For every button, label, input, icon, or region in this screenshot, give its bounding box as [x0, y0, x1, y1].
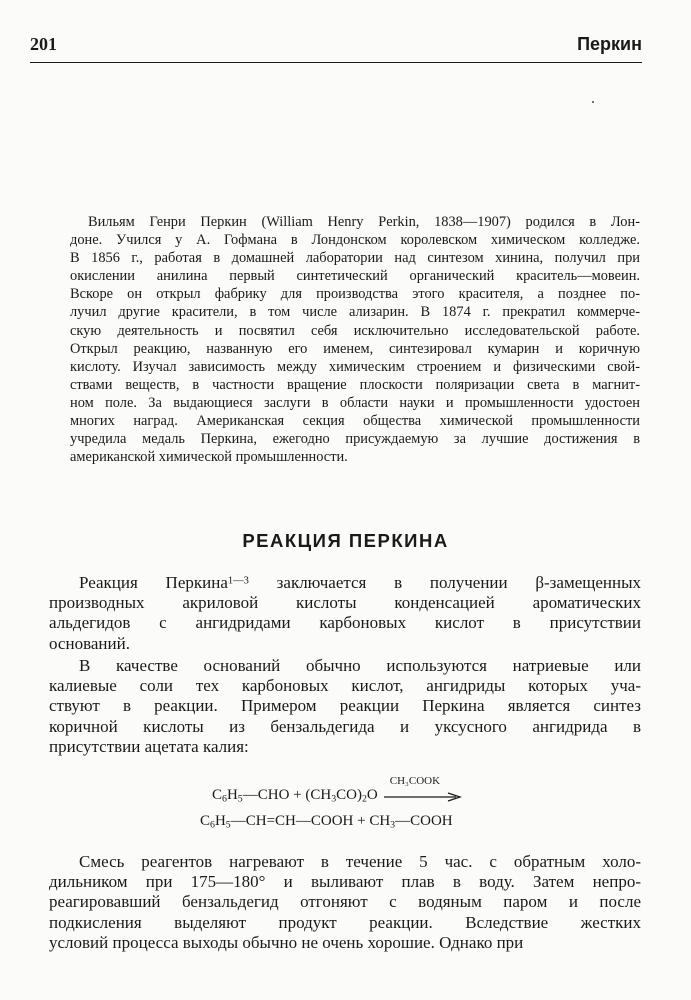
formula-subscript: 6 [222, 793, 227, 805]
header-rule [30, 62, 642, 63]
paragraph-line: коричной кислоты из бензальдегида и уксусного ангидрида в [49, 716, 641, 736]
paragraph-procedure [49, 852, 641, 953]
formula-subscript: 3 [331, 793, 337, 805]
reaction-equation [190, 773, 510, 837]
biography-line: Вскоре он открыл фабрику для производства этого красителя, а позднее по- [70, 286, 640, 303]
paragraph-line: условий процесса выходы обычно не очень хорошие. Однако при [49, 932, 524, 952]
formula-subscript: 5 [225, 819, 231, 831]
paragraph-line: подкисления выделяют продукт реакции. Вследствие жестких [49, 912, 641, 932]
biography-line: американской химической промышленности. [70, 449, 348, 466]
formula-subscript: 2 [361, 793, 367, 805]
formula-text: H [226, 787, 238, 803]
biography-line: В 1856 г., работая в домашней лаборатории над синтезом хинина, получил при [70, 250, 640, 267]
formula-subscript: 6 [210, 819, 215, 831]
formula-text: C [200, 813, 211, 829]
formula-text: O [366, 787, 378, 803]
biography-line: ствами веществ, в частности вращение плоскости поляризации света в магнит- [70, 376, 640, 393]
paragraph-bases [49, 656, 641, 757]
biography-line: лучил другие красители, в том числе ализарин. В 1874 г. прекратил коммерче- [70, 304, 640, 321]
paragraph-line: альдегидов с ангидридами карбоновых кислот в присутствии [49, 613, 641, 633]
biography-line: скую деятельность и посвятил себя исключительно исследовательской работе. [70, 322, 640, 339]
paragraph-line: производных акриловой кислоты конденсацией ароматических [49, 593, 641, 613]
reaction-name: Реакция Перкина [79, 573, 228, 592]
biography-line: кислоту. Изучал зависимость между химическим строением и физическими свой- [70, 358, 640, 375]
arrow-icon [384, 792, 462, 802]
paragraph-definition [49, 573, 641, 654]
biography-line: учредила медаль Перкина, ежегодно присуждаемую за лучшие достижения в [70, 431, 640, 448]
formula-subscript: 5 [237, 793, 243, 805]
reference-superscript: 1—3 [227, 575, 249, 587]
formula-text: H [214, 813, 226, 829]
running-head [30, 34, 642, 60]
biography-line: многих наград. Американская секция общества химической промышленности [70, 413, 640, 430]
section-heading: РЕАКЦИЯ ПЕРКИНА [242, 530, 449, 551]
paragraph-line: реагировавший бензальдегид отгоняют с водяным паром и после [49, 892, 641, 912]
biography-line: Открыл реакцию, названную его именем, синтезировал кумарин и коричную [70, 340, 640, 357]
paragraph-line: калиевые соли тех карбоновых кислот, ангидриды которых уча- [49, 676, 641, 696]
formula-text: CO) [336, 787, 362, 803]
biography-paragraph [70, 213, 640, 466]
equation-reactants [212, 774, 462, 805]
paragraph-line: В качестве оснований обычно используются натриевые или [79, 656, 641, 675]
formula-subscript: 3 [390, 819, 396, 831]
equation-products [200, 813, 453, 830]
paragraph-line: ствуют в реакции. Примером реакции Перкина является синтез [49, 696, 641, 716]
paragraph-line: присутствии ацетата калия: [49, 736, 249, 756]
paragraph-line: Смесь реагентов нагревают в течение 5 час. с обратным холо- [79, 852, 641, 871]
print-speck [592, 101, 594, 103]
formula-text: —COOH [395, 813, 453, 829]
paragraph-text: заключается в получении β-замещенных [248, 573, 641, 592]
paragraph-line [49, 573, 641, 593]
page-number: 201 [30, 34, 57, 54]
formula-text: —CH=CH—COOH + CH [230, 813, 391, 829]
formula-text: —CHO + (CH [242, 787, 332, 803]
biography-line: ном поле. За выдающиеся заслуги в области науки и промышленности удостоен [70, 394, 640, 411]
catalyst-label: CH₃COOK [389, 774, 441, 787]
paragraph-line: дильником при 175—180° и выливают плав в воду. Затем непро- [49, 872, 641, 892]
reaction-arrow [384, 774, 462, 803]
biography-line: окислении анилина первый синтетический органический краситель—мовеин. [70, 268, 640, 285]
running-title: Перкин [577, 34, 642, 54]
formula-text: C [212, 787, 223, 803]
paragraph-line: оснований. [49, 633, 130, 653]
biography-line: доне. Учился у А. Гофмана в Лондонском королевском химическом колледже. [70, 232, 640, 249]
biography-line: Вильям Генри Перкин (William Henry Perkin, 1838—1907) родился в Лон- [88, 214, 640, 230]
